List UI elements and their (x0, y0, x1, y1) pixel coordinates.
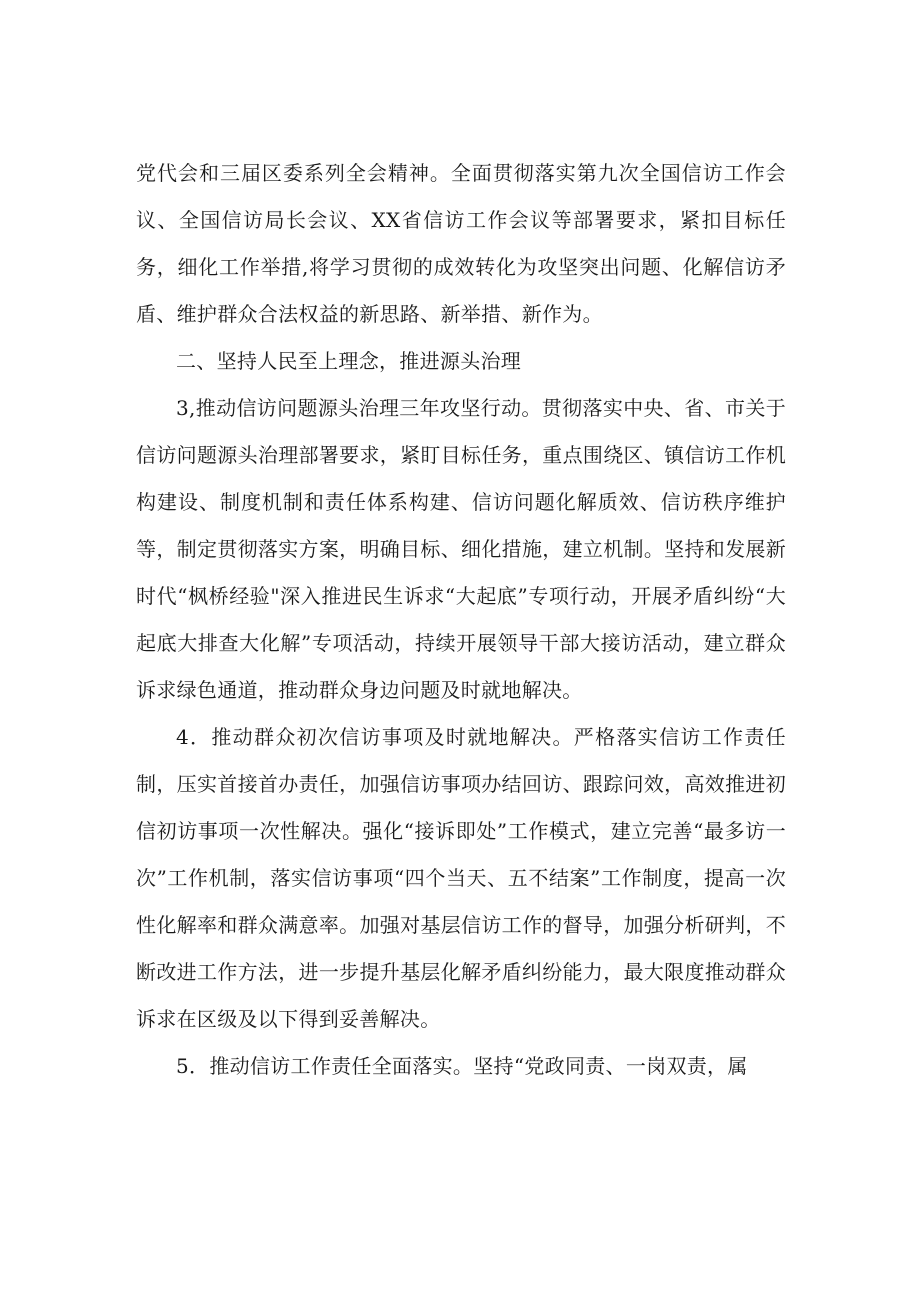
paragraph-continuation: 党代会和三届区委系列全会精神。全面贯彻落实第九次全国信访工作会议、全国信访局长会议、XX省信访工作会议等部署要求，紧扣目标任务，细化工作举措,将学习贯彻的成效转化为攻坚突出问题、化解信访矛盾、维护群众合法权益的新思路、新举措、新作为。 (136, 161, 786, 326)
document-body (136, 150, 786, 1090)
paragraph-item-5: 5．推动信访工作责任全面落实。坚持“党政同责、一岗双责，属 (176, 1054, 748, 1078)
paragraph-item-3: 3,推动信访问题源头治理三年攻坚行动。贯彻落实中央、省、市关于信访问题源头治理部署要求，紧盯目标任务，重点围绕区、镇信访工作机构建设、制度机制和责任体系构建、信访问题化解质效、信访秩序维护等，制定贯彻落实方案，明确目标、细化措施，建立机制。坚持和发展新时代“枫桥经验"深入推进民生诉求“大起底”专项行动，开展矛盾纠纷“大起底大排查大化解”专项活动，持续开展领导干部大接访活动，建立群众诉求绿色通道，推动群众身边问题及时就地解决。 (136, 396, 786, 702)
paragraph-item-4: 4．推动群众初次信访事项及时就地解决。严格落实信访工作责任制，压实首接首办责任，加强信访事项办结回访、跟踪问效，高效推进初信初访事项一次性解决。强化“接诉即处”工作模式，建立完善“最多访一次”工作机制，落实信访事项“四个当天、五不结案”工作制度，提高一次性化解率和群众满意率。加强对基层信访工作的督导，加强分析研判，不断改进工作方法，进一步提升基层化解矛盾纠纷能力，最大限度推动群众诉求在区级及以下得到妥善解决。 (136, 725, 786, 1031)
section-heading: 二、坚持人民至上理念，推进源头治理 (176, 349, 522, 373)
